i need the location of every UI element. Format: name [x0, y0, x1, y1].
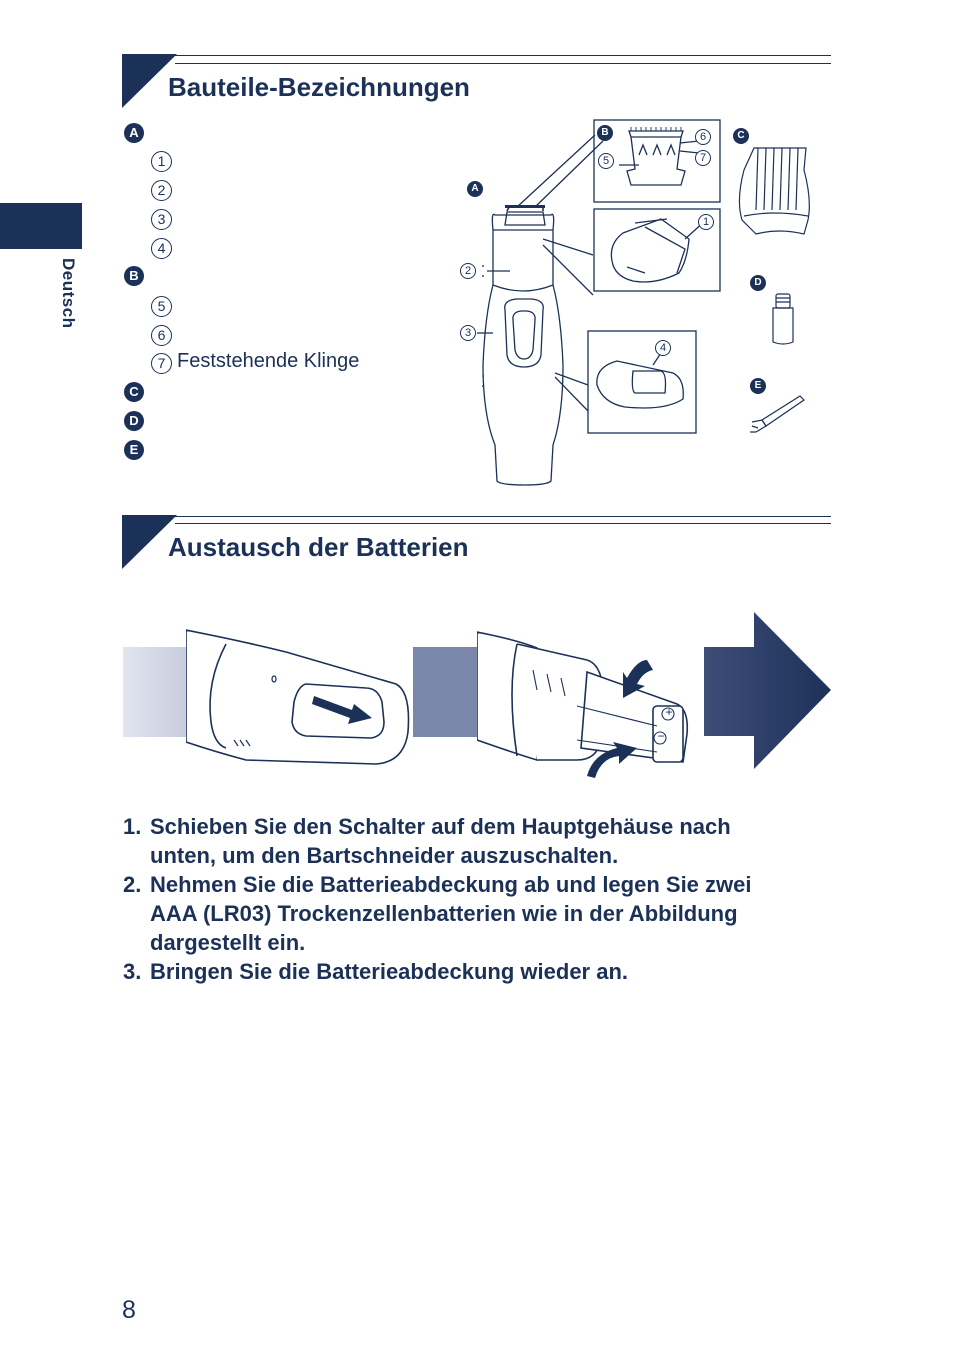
- part-number-1: 1: [151, 151, 172, 172]
- part7-label: Feststehende Klinge: [177, 350, 360, 372]
- step-text-line: Bringen Sie die Batterieabdeckung wieder an.: [150, 959, 629, 984]
- step-number: 3.: [123, 959, 142, 984]
- battery-minus-symbol: −: [657, 729, 665, 743]
- illus-badge-b: B: [597, 125, 613, 141]
- step-panel-2: [413, 647, 477, 737]
- part-number-2: 2: [151, 180, 172, 201]
- page-number: 8: [122, 1296, 136, 1324]
- step-panel-1: [123, 647, 186, 737]
- comb-illustration: [734, 140, 814, 240]
- group-badge-a: A: [124, 123, 144, 143]
- step-number: 2.: [123, 872, 142, 897]
- section-rule-top: [175, 55, 831, 56]
- section-rule-bottom: [175, 63, 831, 64]
- illus-num-1: 1: [698, 214, 714, 230]
- illus-badge-d: D: [750, 275, 766, 291]
- oil-bottle-icon: [768, 290, 798, 350]
- section-title-parts: Bauteile-Bezeichnungen: [168, 72, 470, 102]
- step-arrow-panel: [704, 612, 832, 770]
- language-tab: [0, 203, 82, 249]
- step-text-line: dargestellt ein.: [150, 930, 306, 955]
- section-rule-bottom-2: [175, 523, 831, 524]
- cleaning-brush-icon: [748, 392, 808, 436]
- illus-num-2: 2: [460, 263, 476, 279]
- step-1: [123, 812, 803, 870]
- part-number-3: 3: [151, 209, 172, 230]
- group-badge-d: D: [124, 411, 144, 431]
- illus-badge-e: E: [750, 378, 766, 394]
- illus-badge-a: A: [467, 181, 483, 197]
- step-number: 1.: [123, 814, 142, 839]
- illus-num-4: 4: [655, 340, 671, 356]
- section-rule-top-2: [175, 516, 831, 517]
- part-number-4: 4: [151, 238, 172, 259]
- part-number-5: 5: [151, 296, 172, 317]
- step-text-line: AAA (LR03) Trockenzellenbatterien wie in der Abbildung: [150, 901, 738, 926]
- section-title-battery: Austausch der Batterien: [168, 532, 469, 562]
- step-3: [123, 957, 803, 986]
- illus-badge-c: C: [733, 128, 749, 144]
- group-badge-b: B: [124, 266, 144, 286]
- battery-plus-symbol: +: [665, 705, 673, 719]
- illus-num-5: 5: [598, 153, 614, 169]
- instruction-steps: [123, 812, 803, 986]
- battery-cover-illustration: [186, 622, 411, 767]
- step-text-line: Schieben Sie den Schalter auf dem Hauptgehäuse nach: [150, 814, 731, 839]
- group-badge-e: E: [124, 440, 144, 460]
- step-text-line: Nehmen Sie die Batterieabdeckung ab und legen Sie zwei: [150, 872, 752, 897]
- part-number-7: 7: [151, 353, 172, 374]
- language-label: Deutsch: [59, 258, 78, 329]
- illus-num-3: 3: [460, 325, 476, 341]
- illus-num-7: 7: [695, 150, 711, 166]
- illus-num-6: 6: [695, 129, 711, 145]
- part-number-6: 6: [151, 325, 172, 346]
- step-2: [123, 870, 803, 957]
- step-text-line: unten, um den Bartschneider auszuschalten.: [150, 843, 619, 868]
- group-badge-c: C: [124, 382, 144, 402]
